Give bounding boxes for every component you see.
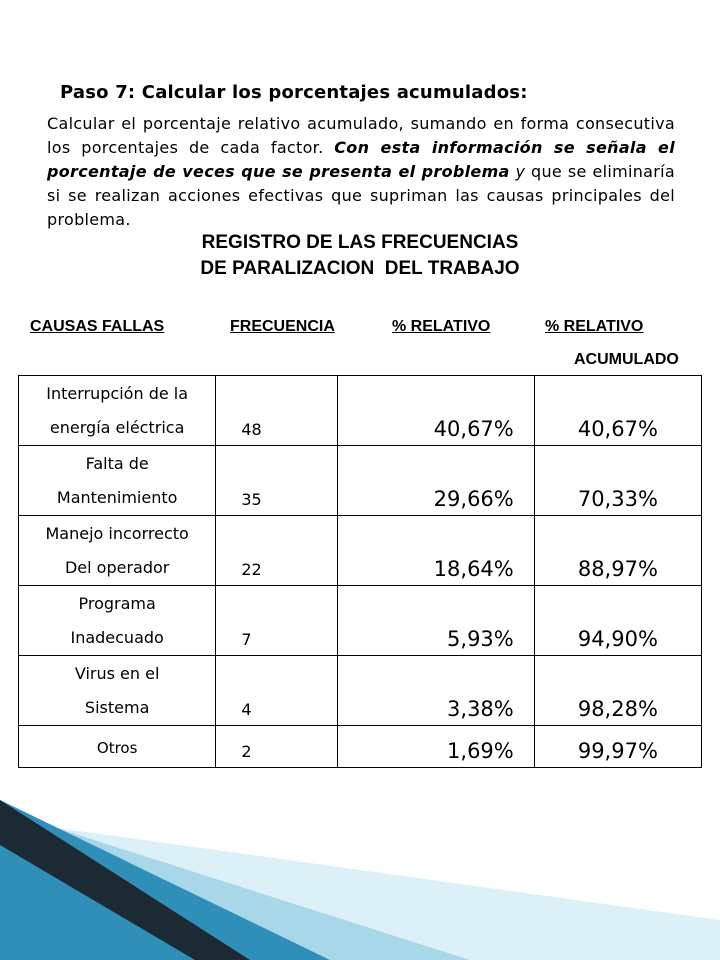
cause-line1: Manejo incorrecto bbox=[45, 524, 189, 543]
cause-cell bbox=[19, 586, 216, 656]
frequency-cell: 35 bbox=[216, 446, 337, 516]
cumulative-cell: 99,97% bbox=[534, 726, 701, 768]
relative-cell: 18,64% bbox=[337, 516, 534, 586]
frequency-table bbox=[18, 375, 702, 768]
header-cumulative-sub: ACUMULADO bbox=[574, 351, 679, 368]
step-description-part1: Calcular el porcentaje relativo acumulado, sumando en forma consecutiva los porcentajes de cada factor. bbox=[47, 114, 675, 157]
table-row bbox=[19, 446, 702, 516]
cumulative-cell: 98,28% bbox=[534, 656, 701, 726]
register-title-line2: DE PARALIZACION DEL TRABAJO bbox=[200, 258, 520, 279]
cause-line2: Sistema bbox=[84, 698, 150, 717]
step-description bbox=[47, 112, 675, 232]
relative-cell: 1,69% bbox=[337, 726, 534, 768]
frequency-cell: 22 bbox=[216, 516, 337, 586]
cause-cell bbox=[19, 726, 216, 768]
cumulative-cell: 40,67% bbox=[534, 376, 701, 446]
relative-cell: 5,93% bbox=[337, 586, 534, 656]
cause-line2: Mantenimiento bbox=[56, 488, 178, 507]
relative-cell: 29,66% bbox=[337, 446, 534, 516]
table-row bbox=[19, 516, 702, 586]
relative-cell: 40,67% bbox=[337, 376, 534, 446]
cause-line2: Del operador bbox=[64, 558, 170, 577]
header-relative: % RELATIVO bbox=[392, 318, 491, 335]
cause-cell bbox=[19, 376, 216, 446]
cause-line1: Falta de bbox=[85, 454, 149, 473]
step-title: Paso 7: Calcular los porcentajes acumulados: bbox=[60, 82, 528, 103]
frequency-cell: 7 bbox=[216, 586, 337, 656]
step-description-emphasis: Con esta información se señala el porcentaje de veces que se presenta el problema bbox=[47, 138, 675, 181]
frequency-cell: 4 bbox=[216, 656, 337, 726]
cumulative-cell: 88,97% bbox=[534, 516, 701, 586]
cumulative-cell: 70,33% bbox=[534, 446, 701, 516]
frequency-cell: 2 bbox=[216, 726, 337, 768]
cause-line1: Programa bbox=[78, 594, 156, 613]
table-row bbox=[19, 376, 702, 446]
register-title-line1: REGISTRO DE LAS FRECUENCIAS bbox=[201, 232, 519, 253]
cause-cell bbox=[19, 516, 216, 586]
cause-line2: Inadecuado bbox=[70, 628, 164, 647]
cause-cell bbox=[19, 446, 216, 516]
step-description-y: y bbox=[515, 162, 526, 181]
table-row bbox=[19, 586, 702, 656]
cause-line1: Virus en el bbox=[74, 664, 160, 683]
header-frequency: FRECUENCIA bbox=[230, 318, 335, 335]
decorative-swoosh bbox=[0, 800, 720, 960]
register-title bbox=[0, 230, 720, 282]
table-row bbox=[19, 726, 702, 768]
step-description-part2: que se eliminaría si se realizan acciones efectivas que supriman las causas principales del problema. bbox=[47, 162, 675, 229]
header-causes: CAUSAS FALLAS bbox=[30, 318, 165, 335]
cumulative-cell: 94,90% bbox=[534, 586, 701, 656]
cause-line1: Interrupción de la bbox=[46, 384, 189, 403]
table-row bbox=[19, 656, 702, 726]
cause-cell bbox=[19, 656, 216, 726]
cause-line2: energía eléctrica bbox=[49, 418, 185, 437]
relative-cell: 3,38% bbox=[337, 656, 534, 726]
cause-line1: Otros bbox=[96, 739, 138, 757]
frequency-cell: 48 bbox=[216, 376, 337, 446]
header-cumulative: % RELATIVO bbox=[545, 318, 644, 335]
